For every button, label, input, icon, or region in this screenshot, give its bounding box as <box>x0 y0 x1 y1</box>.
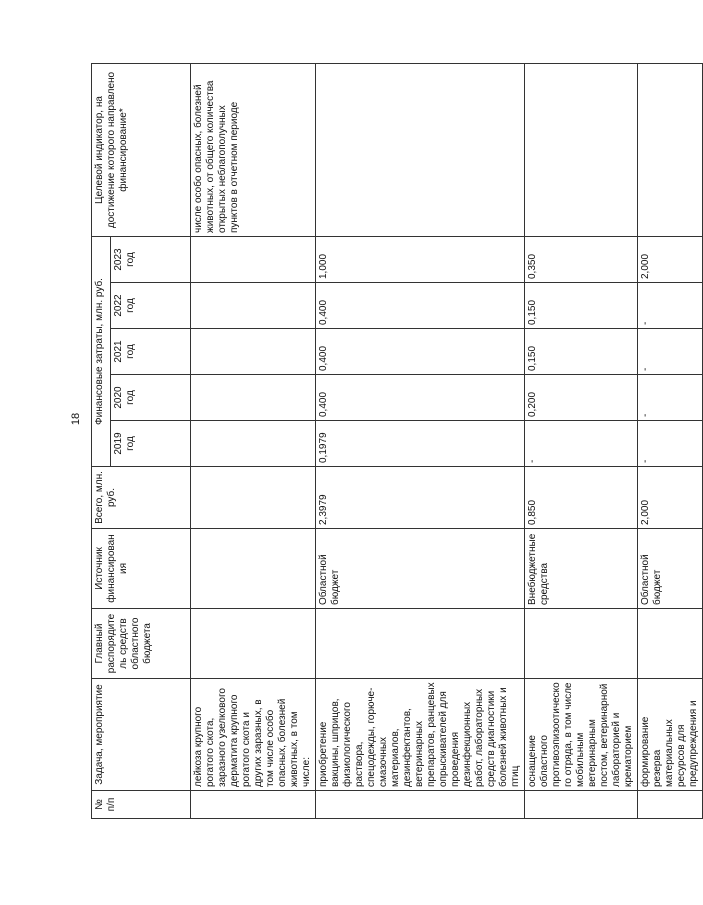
header-year-2020: 2020 год <box>111 375 191 421</box>
rotated-table-container <box>91 64 699 819</box>
row-year-2021: 0,150 <box>525 329 638 375</box>
header-total: Всего, млн. руб. <box>92 467 191 529</box>
row-task: формирование резерва материальных ресурсов для предупреждения и <box>638 679 703 791</box>
row-year-2021 <box>191 329 316 375</box>
row-source: Внебюджетные средства <box>525 529 638 609</box>
table-row <box>638 64 703 819</box>
row-target: числе особо опасных, болезней животных, от общего количества открытых неблагополучных пунктов в отчетном периоде <box>191 64 316 237</box>
row-target <box>316 64 525 237</box>
header-year-2021: 2021 год <box>111 329 191 375</box>
row-source <box>191 529 316 609</box>
row-manager <box>525 609 638 679</box>
row-total <box>191 467 316 529</box>
header-task: Задача, мероприятие <box>92 679 191 791</box>
row-year-2019: 0,1979 <box>316 421 525 467</box>
header-year-2019: 2019 год <box>111 421 191 467</box>
page-number: 18 <box>70 412 83 426</box>
row-manager <box>316 609 525 679</box>
header-num: № п/п <box>92 791 191 819</box>
table-row <box>316 64 525 819</box>
row-year-2019: - <box>638 421 703 467</box>
row-target <box>638 64 703 237</box>
header-financial-costs: Финансовые затраты, млн. руб. <box>92 237 111 467</box>
row-num <box>638 791 703 819</box>
table-row <box>191 64 316 819</box>
row-num <box>525 791 638 819</box>
row-target <box>525 64 638 237</box>
header-source: Источник финансирования <box>92 529 191 609</box>
row-year-2022: 0,400 <box>316 283 525 329</box>
row-year-2023: 0,350 <box>525 237 638 283</box>
header-target-indicator: Целевой индикатор, на достижение которого направлено финансирование* <box>92 64 191 237</box>
row-year-2023 <box>191 237 316 283</box>
row-num <box>316 791 525 819</box>
row-task: приобретение вакцины, шприцов, физиологического раствора, спецодежды, горюче-смазочных материалов, дезинфектантов, ветеринарных препаратов, ранцевых опрыскивателей для проведения дезинфекционных работ, лабораторных средств диагностики болезней животных и птиц <box>316 679 525 791</box>
header-year-2023: 2023 год <box>111 237 191 283</box>
financing-table <box>91 63 703 819</box>
row-year-2020: 0,400 <box>316 375 525 421</box>
header-manager: Главный распорядитель средств областного бюджета <box>92 609 191 679</box>
row-year-2020: - <box>638 375 703 421</box>
row-year-2022: - <box>638 283 703 329</box>
row-year-2022: 0,150 <box>525 283 638 329</box>
row-year-2023: 2,000 <box>638 237 703 283</box>
row-source: Областной бюджет <box>316 529 525 609</box>
row-year-2019: - <box>525 421 638 467</box>
row-task: оснащение областного противоэпизоотического отряда, в том числе мобильным ветеринарным постом, ветеринарной лабораторией и крематорием <box>525 679 638 791</box>
row-total: 2,000 <box>638 467 703 529</box>
row-year-2022 <box>191 283 316 329</box>
row-year-2019 <box>191 421 316 467</box>
row-source: Областной бюджет <box>638 529 703 609</box>
row-manager <box>191 609 316 679</box>
row-num <box>191 791 316 819</box>
table-row <box>525 64 638 819</box>
row-task: лейкоза крупного рогатого скота, заразного узелкового дерматита крупного рогатого скота и других заразных, в том числе особо опасных, болезней животных, в том числе: <box>191 679 316 791</box>
row-total: 2,3979 <box>316 467 525 529</box>
row-year-2020 <box>191 375 316 421</box>
row-year-2023: 1,000 <box>316 237 525 283</box>
row-year-2021: 0,400 <box>316 329 525 375</box>
row-year-2021: - <box>638 329 703 375</box>
row-year-2020: 0,200 <box>525 375 638 421</box>
header-year-2022: 2022 год <box>111 283 191 329</box>
row-manager <box>638 609 703 679</box>
row-total: 0,850 <box>525 467 638 529</box>
